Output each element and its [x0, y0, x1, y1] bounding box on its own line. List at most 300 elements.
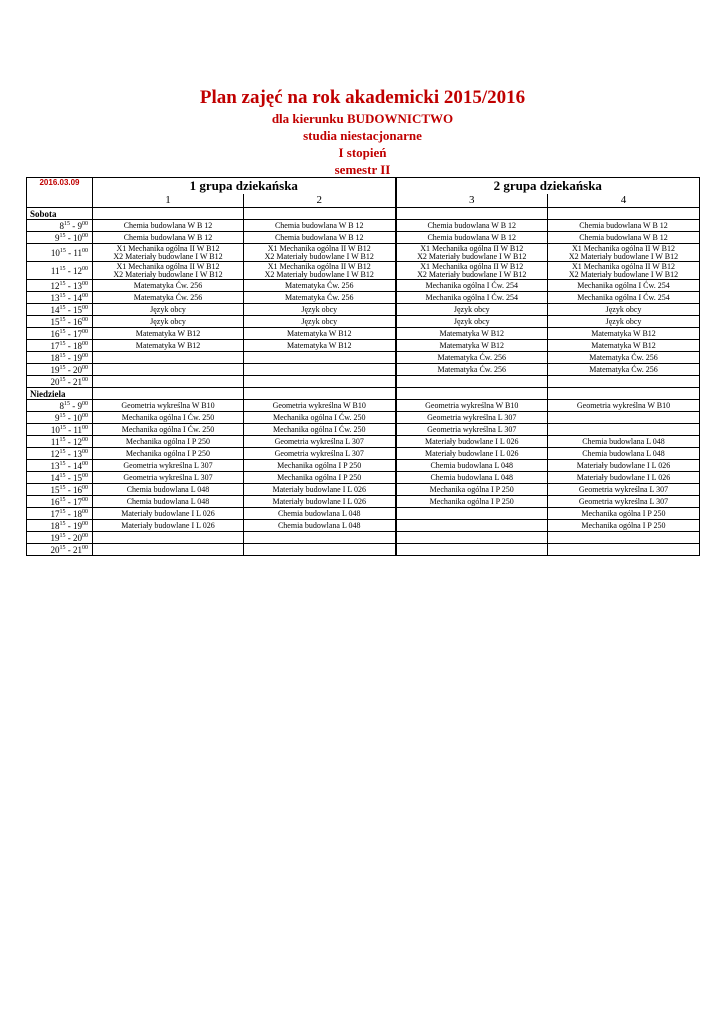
class-cell — [244, 448, 396, 460]
time-minutes: 00 — [82, 484, 88, 491]
class-name: Język obcy — [453, 304, 490, 314]
class-cell — [93, 364, 244, 376]
time-minutes: 00 — [82, 460, 88, 467]
time-minutes: 00 — [82, 316, 88, 323]
class-cell — [396, 544, 548, 556]
time-hour: 11 — [50, 436, 60, 447]
class-cell — [244, 292, 396, 304]
class-name: Geometria wykreślna L 307 — [123, 460, 213, 470]
class-name: Mechanika ogólna I Ćw. 250 — [121, 424, 215, 434]
table-row — [27, 544, 700, 556]
time-slot: $10^{15} - 11^{00}$ — [27, 424, 93, 436]
time-minutes: 15 — [59, 328, 66, 335]
class-cell — [396, 340, 548, 352]
class-cell — [244, 508, 396, 520]
class-cell — [93, 340, 244, 352]
table-row — [27, 316, 700, 328]
class-cell — [396, 412, 548, 424]
time-slot: $19^{15} - 20^{00}$ — [27, 532, 93, 544]
class-cell — [93, 232, 244, 244]
class-name-secondary: X2 Materiały budowlane I W B12 — [264, 269, 374, 279]
time-slot: $18^{15} - 19^{00}$ — [27, 520, 93, 532]
time-hour: 14 — [73, 460, 82, 471]
time-hour: 15 — [50, 484, 60, 495]
column-number-1: 1 — [93, 194, 244, 208]
class-name: Materiały budowlane I L 026 — [121, 508, 215, 518]
time-hour: 9 — [55, 232, 60, 243]
time-hour: 19 — [73, 520, 82, 531]
time-hour: 18 — [73, 508, 82, 519]
document-header — [0, 86, 725, 178]
time-minutes: 00 — [82, 532, 88, 539]
time-slot: $13^{15} - 14^{00}$ — [27, 292, 93, 304]
class-cell — [548, 400, 700, 412]
time-hour: 10 — [50, 247, 60, 258]
table-row — [27, 244, 700, 262]
class-cell — [396, 262, 548, 280]
class-cell — [93, 328, 244, 340]
class-cell — [548, 244, 700, 262]
time-minutes: 15 — [59, 520, 66, 527]
time-slot: $16^{15} - 17^{00}$ — [27, 328, 93, 340]
table-row — [27, 292, 700, 304]
class-name: Chemia budowlana W B 12 — [427, 220, 517, 230]
time-hour: 10 — [50, 424, 60, 435]
empty-cell — [93, 388, 244, 400]
time-hour: 13 — [50, 292, 60, 303]
class-cell — [244, 436, 396, 448]
class-name: Chemia budowlana L 048 — [582, 448, 665, 458]
class-name: Chemia budowlana W B 12 — [123, 220, 213, 230]
class-name: Chemia budowlana L 048 — [277, 520, 361, 530]
time-minutes: 15 — [64, 400, 70, 407]
time-hour: 19 — [73, 352, 82, 363]
table-row — [27, 472, 700, 484]
time-hour: 12 — [73, 265, 82, 276]
class-cell — [396, 508, 548, 520]
class-cell — [548, 220, 700, 232]
time-hour: 20 — [50, 544, 60, 555]
time-hour: 10 — [73, 412, 82, 423]
time-slot: $10^{15} - 11^{00}$ — [27, 244, 93, 262]
class-cell — [93, 448, 244, 460]
class-name: Mechanika ogólna I Ćw. 254 — [425, 292, 519, 302]
class-name: Chemia budowlana L 048 — [277, 508, 361, 518]
time-minutes: 15 — [59, 316, 66, 323]
time-slot: $14^{15} - 15^{00}$ — [27, 472, 93, 484]
time-hour: 8 — [59, 220, 64, 231]
class-name-secondary: X2 Materiały budowlane I W B12 — [113, 269, 223, 279]
time-hour: 14 — [73, 292, 82, 303]
class-cell — [93, 292, 244, 304]
class-name: Geometria wykreślna L 307 — [578, 496, 669, 506]
time-slot: $9^{15} - 10^{00}$ — [27, 232, 93, 244]
column-number-2: 2 — [244, 194, 396, 208]
time-slot: $11^{15} - 12^{00}$ — [27, 436, 93, 448]
time-hour: 13 — [73, 448, 82, 459]
time-hour: 11 — [73, 247, 82, 258]
time-slot: $17^{15} - 18^{00}$ — [27, 340, 93, 352]
class-name: Chemia budowlana W B 12 — [274, 220, 364, 230]
class-name: Mechanika ogólna I P 250 — [581, 508, 666, 518]
time-hour: 9 — [55, 412, 60, 423]
class-cell — [244, 328, 396, 340]
time-hour: 8 — [59, 400, 64, 411]
time-slot: $11^{15} - 12^{00}$ — [27, 262, 93, 280]
table-row — [27, 262, 700, 280]
time-slot: $17^{15} - 18^{00}$ — [27, 508, 93, 520]
time-hour: 11 — [50, 265, 60, 276]
class-name: Matematyka W B12 — [591, 328, 656, 338]
time-hour: 20 — [50, 376, 60, 387]
class-name: Mechanika ogólna I P 250 — [277, 460, 362, 470]
class-cell — [93, 436, 244, 448]
class-cell — [244, 244, 396, 262]
time-minutes: 15 — [59, 424, 66, 431]
time-minutes: 15 — [64, 220, 70, 227]
class-cell — [548, 292, 700, 304]
class-cell — [548, 544, 700, 556]
class-cell — [548, 316, 700, 328]
class-cell — [548, 328, 700, 340]
table-row — [27, 400, 700, 412]
degree-line: I stopień — [338, 145, 387, 160]
class-cell — [244, 400, 396, 412]
class-cell — [548, 496, 700, 508]
class-name: Materiały budowlane I L 026 — [121, 520, 215, 530]
class-name: X1 Mechanika ogólna II W B12 — [267, 261, 371, 271]
time-minutes: 00 — [82, 328, 88, 335]
time-minutes: 00 — [82, 364, 88, 371]
class-cell — [396, 280, 548, 292]
table-row — [27, 532, 700, 544]
day-row — [27, 208, 700, 220]
semester-line: semestr II — [334, 162, 391, 177]
class-cell — [244, 340, 396, 352]
class-name: Mechanika ogólna I P 250 — [277, 472, 362, 482]
class-cell — [396, 316, 548, 328]
time-minutes: 00 — [82, 376, 88, 383]
time-minutes: 00 — [82, 220, 88, 227]
class-cell — [93, 532, 244, 544]
class-name: Język obcy — [605, 316, 642, 326]
class-cell — [548, 412, 700, 424]
time-minutes: 15 — [59, 436, 66, 443]
time-hour: 11 — [73, 424, 82, 435]
class-name: Matematyka W B12 — [439, 328, 505, 338]
class-cell — [396, 424, 548, 436]
time-minutes: 15 — [59, 280, 66, 287]
class-name: Geometria wykreślna L 307 — [274, 436, 364, 446]
class-name: Chemia budowlana L 048 — [126, 484, 210, 494]
class-name: Matematyka Ćw. 256 — [437, 364, 507, 374]
class-cell — [548, 532, 700, 544]
class-name: Język obcy — [605, 304, 642, 314]
time-minutes: 00 — [82, 232, 88, 239]
class-name: Geometria wykreślna L 307 — [427, 424, 517, 434]
class-name: X1 Mechanika ogólna II W B12 — [267, 243, 371, 253]
time-hour: 17 — [73, 328, 82, 339]
class-cell — [244, 424, 396, 436]
class-cell — [93, 304, 244, 316]
class-name: Mechanika ogólna I P 250 — [581, 520, 666, 530]
class-cell — [244, 520, 396, 532]
class-name: Chemia budowlana L 048 — [430, 460, 514, 470]
group-1-header: 1 grupa dziekańska — [93, 178, 396, 195]
class-name: Geometria wykreślna W B10 — [425, 400, 519, 410]
class-cell — [396, 244, 548, 262]
time-minutes: 00 — [82, 424, 88, 431]
class-cell — [93, 244, 244, 262]
time-minutes: 15 — [59, 508, 66, 515]
class-cell — [244, 262, 396, 280]
class-cell — [548, 436, 700, 448]
time-hour: 17 — [50, 340, 60, 351]
class-name: Chemia budowlana W B 12 — [579, 232, 668, 242]
empty-cell — [244, 388, 396, 400]
table-row — [27, 508, 700, 520]
class-name: Mechanika ogólna I Ćw. 254 — [425, 280, 519, 290]
time-hour: 18 — [73, 340, 82, 351]
time-minutes: 15 — [59, 544, 66, 551]
class-name: Matematyka Ćw. 256 — [133, 280, 203, 290]
class-name: Chemia budowlana W B 12 — [579, 220, 668, 230]
table-row — [27, 448, 700, 460]
class-name: Geometria wykreślna W B10 — [121, 400, 215, 410]
class-name: Chemia budowlana W B 12 — [123, 232, 213, 242]
class-name: Materiały budowlane I L 026 — [576, 460, 671, 470]
class-name-secondary: X2 Materiały budowlane I W B12 — [568, 269, 679, 279]
class-cell — [396, 460, 548, 472]
time-minutes: 15 — [59, 472, 66, 479]
time-minutes: 15 — [59, 460, 66, 467]
class-name: Mechanika ogólna I Ćw. 250 — [121, 412, 215, 422]
table-row — [27, 376, 700, 388]
class-name-secondary: X2 Materiały budowlane I W B12 — [417, 269, 527, 279]
class-cell — [93, 400, 244, 412]
class-name: X1 Mechanika ogólna II W B12 — [420, 261, 524, 271]
time-minutes: 15 — [59, 412, 66, 419]
time-minutes: 15 — [59, 532, 66, 539]
time-minutes: 15 — [59, 247, 66, 254]
empty-cell — [93, 208, 244, 220]
class-name: Mechanika ogólna I P 250 — [429, 496, 514, 506]
class-cell — [244, 532, 396, 544]
time-minutes: 00 — [82, 436, 88, 443]
class-name: Język obcy — [301, 316, 338, 326]
time-minutes: 00 — [82, 508, 88, 515]
time-minutes: 00 — [82, 292, 88, 299]
class-cell — [396, 304, 548, 316]
time-slot: $18^{15} - 19^{00}$ — [27, 352, 93, 364]
time-hour: 19 — [50, 532, 60, 543]
time-hour: 12 — [50, 280, 60, 291]
time-hour: 19 — [50, 364, 60, 375]
empty-cell — [396, 208, 548, 220]
time-slot: $15^{15} - 16^{00}$ — [27, 484, 93, 496]
time-minutes: 15 — [59, 292, 66, 299]
class-cell — [548, 472, 700, 484]
schedule-table — [26, 177, 700, 556]
group-2-header: 2 grupa dziekańska — [396, 178, 700, 195]
table-row — [27, 436, 700, 448]
class-name: Matematyka Ćw. 256 — [133, 292, 203, 302]
time-minutes: 00 — [82, 472, 88, 479]
class-name: Matematyka W B12 — [591, 340, 656, 350]
class-cell — [548, 340, 700, 352]
class-name: Matematyka W B12 — [286, 340, 352, 350]
class-name: X1 Mechanika ogólna II W B12 — [116, 261, 220, 271]
class-cell — [396, 352, 548, 364]
class-name: Matematyka W B12 — [135, 340, 201, 350]
class-name-secondary: X2 Materiały budowlane I W B12 — [568, 251, 679, 261]
time-hour: 15 — [50, 316, 60, 327]
class-name: Mechanika ogólna I Ćw. 254 — [577, 292, 670, 302]
class-name: Mechanika ogólna I Ćw. 254 — [577, 280, 670, 290]
time-slot: $15^{15} - 16^{00}$ — [27, 316, 93, 328]
class-cell — [93, 412, 244, 424]
class-name: Matematyka Ćw. 256 — [437, 352, 507, 362]
class-name: Język obcy — [453, 316, 490, 326]
time-slot: $20^{15} - 21^{00}$ — [27, 544, 93, 556]
time-minutes: 00 — [82, 280, 88, 287]
time-minutes: 15 — [59, 376, 66, 383]
class-cell — [244, 496, 396, 508]
time-minutes: 15 — [59, 496, 66, 503]
time-minutes: 15 — [59, 340, 66, 347]
class-cell — [244, 472, 396, 484]
empty-cell — [244, 208, 396, 220]
class-cell — [548, 364, 700, 376]
class-cell — [548, 262, 700, 280]
class-cell — [548, 484, 700, 496]
empty-cell — [396, 388, 548, 400]
time-hour: 18 — [50, 520, 60, 531]
time-minutes: 00 — [82, 340, 88, 347]
class-cell — [244, 412, 396, 424]
class-cell — [244, 544, 396, 556]
time-minutes: 00 — [82, 544, 88, 551]
time-hour: 13 — [73, 280, 82, 291]
table-row — [27, 340, 700, 352]
class-cell — [244, 352, 396, 364]
time-minutes: 00 — [82, 265, 88, 272]
class-cell — [93, 424, 244, 436]
class-name: Chemia budowlana W B 12 — [274, 232, 364, 242]
class-cell — [244, 316, 396, 328]
class-name: Materiały budowlane I L 026 — [425, 448, 519, 458]
class-cell — [244, 232, 396, 244]
class-name: Geometria wykreślna L 307 — [274, 448, 364, 458]
class-name-secondary: X2 Materiały budowlane I W B12 — [113, 251, 223, 261]
table-row — [27, 304, 700, 316]
day-label: Niedziela — [27, 388, 93, 400]
time-slot: $16^{15} - 17^{00}$ — [27, 496, 93, 508]
class-cell — [93, 544, 244, 556]
time-hour: 16 — [73, 484, 82, 495]
day-label: Sobota — [27, 208, 93, 220]
class-name: Mechanika ogólna I P 250 — [125, 436, 211, 446]
table-row — [27, 484, 700, 496]
class-cell — [548, 280, 700, 292]
class-cell — [93, 352, 244, 364]
class-cell — [396, 328, 548, 340]
time-hour: 14 — [50, 304, 60, 315]
table-row — [27, 328, 700, 340]
time-minutes: 00 — [82, 352, 88, 359]
class-name: Matematyka W B12 — [439, 340, 505, 350]
column-number-3: 3 — [396, 194, 548, 208]
class-name: Matematyka Ćw. 256 — [589, 352, 658, 362]
class-name: Język obcy — [150, 304, 186, 314]
time-slot: $19^{15} - 20^{00}$ — [27, 364, 93, 376]
class-cell — [396, 220, 548, 232]
time-hour: 21 — [73, 376, 82, 387]
class-cell — [396, 292, 548, 304]
time-minutes: 15 — [59, 448, 66, 455]
table-row — [27, 496, 700, 508]
class-cell — [396, 472, 548, 484]
time-hour: 9 — [77, 400, 82, 411]
class-cell — [93, 520, 244, 532]
time-minutes: 00 — [82, 412, 88, 419]
class-name: Materiały budowlane I L 026 — [425, 436, 519, 446]
time-hour: 10 — [73, 232, 82, 243]
class-name: Matematyka Ćw. 256 — [284, 280, 354, 290]
time-slot: $20^{15} - 21^{00}$ — [27, 376, 93, 388]
table-row — [27, 520, 700, 532]
time-hour: 20 — [73, 364, 82, 375]
time-hour: 21 — [73, 544, 82, 555]
column-number-4: 4 — [548, 194, 700, 208]
time-hour: 16 — [50, 496, 60, 507]
class-name: Matematyka Ćw. 256 — [589, 364, 658, 374]
schedule-date: 2016.03.09 — [27, 178, 93, 208]
time-hour: 18 — [50, 352, 60, 363]
class-cell — [244, 220, 396, 232]
time-minutes: 15 — [59, 304, 66, 311]
class-name: Mechanika ogólna I Ćw. 250 — [272, 412, 366, 422]
time-slot: $13^{15} - 14^{00}$ — [27, 460, 93, 472]
class-cell — [396, 484, 548, 496]
class-name: Mechanika ogólna I P 250 — [429, 484, 514, 494]
time-minutes: 00 — [82, 304, 88, 311]
time-minutes: 00 — [82, 247, 88, 254]
class-cell — [396, 436, 548, 448]
class-cell — [396, 376, 548, 388]
class-cell — [548, 508, 700, 520]
time-slot: $8^{15} - 9^{00}$ — [27, 220, 93, 232]
class-cell — [244, 484, 396, 496]
class-cell — [93, 376, 244, 388]
class-name: Matematyka Ćw. 256 — [284, 292, 354, 302]
table-row — [27, 352, 700, 364]
table-row — [27, 364, 700, 376]
class-cell — [548, 424, 700, 436]
table-row — [27, 460, 700, 472]
class-cell — [93, 280, 244, 292]
table-row — [27, 232, 700, 244]
class-name: Mechanika ogólna I P 250 — [125, 448, 211, 458]
time-hour: 13 — [50, 460, 60, 471]
class-name: Mechanika ogólna I Ćw. 250 — [272, 424, 366, 434]
class-name: Matematyka W B12 — [286, 328, 352, 338]
class-cell — [93, 472, 244, 484]
class-cell — [396, 232, 548, 244]
time-hour: 12 — [73, 436, 82, 447]
class-name: Chemia budowlana L 048 — [126, 496, 210, 506]
class-name: X1 Mechanika ogólna II W B12 — [571, 261, 675, 271]
